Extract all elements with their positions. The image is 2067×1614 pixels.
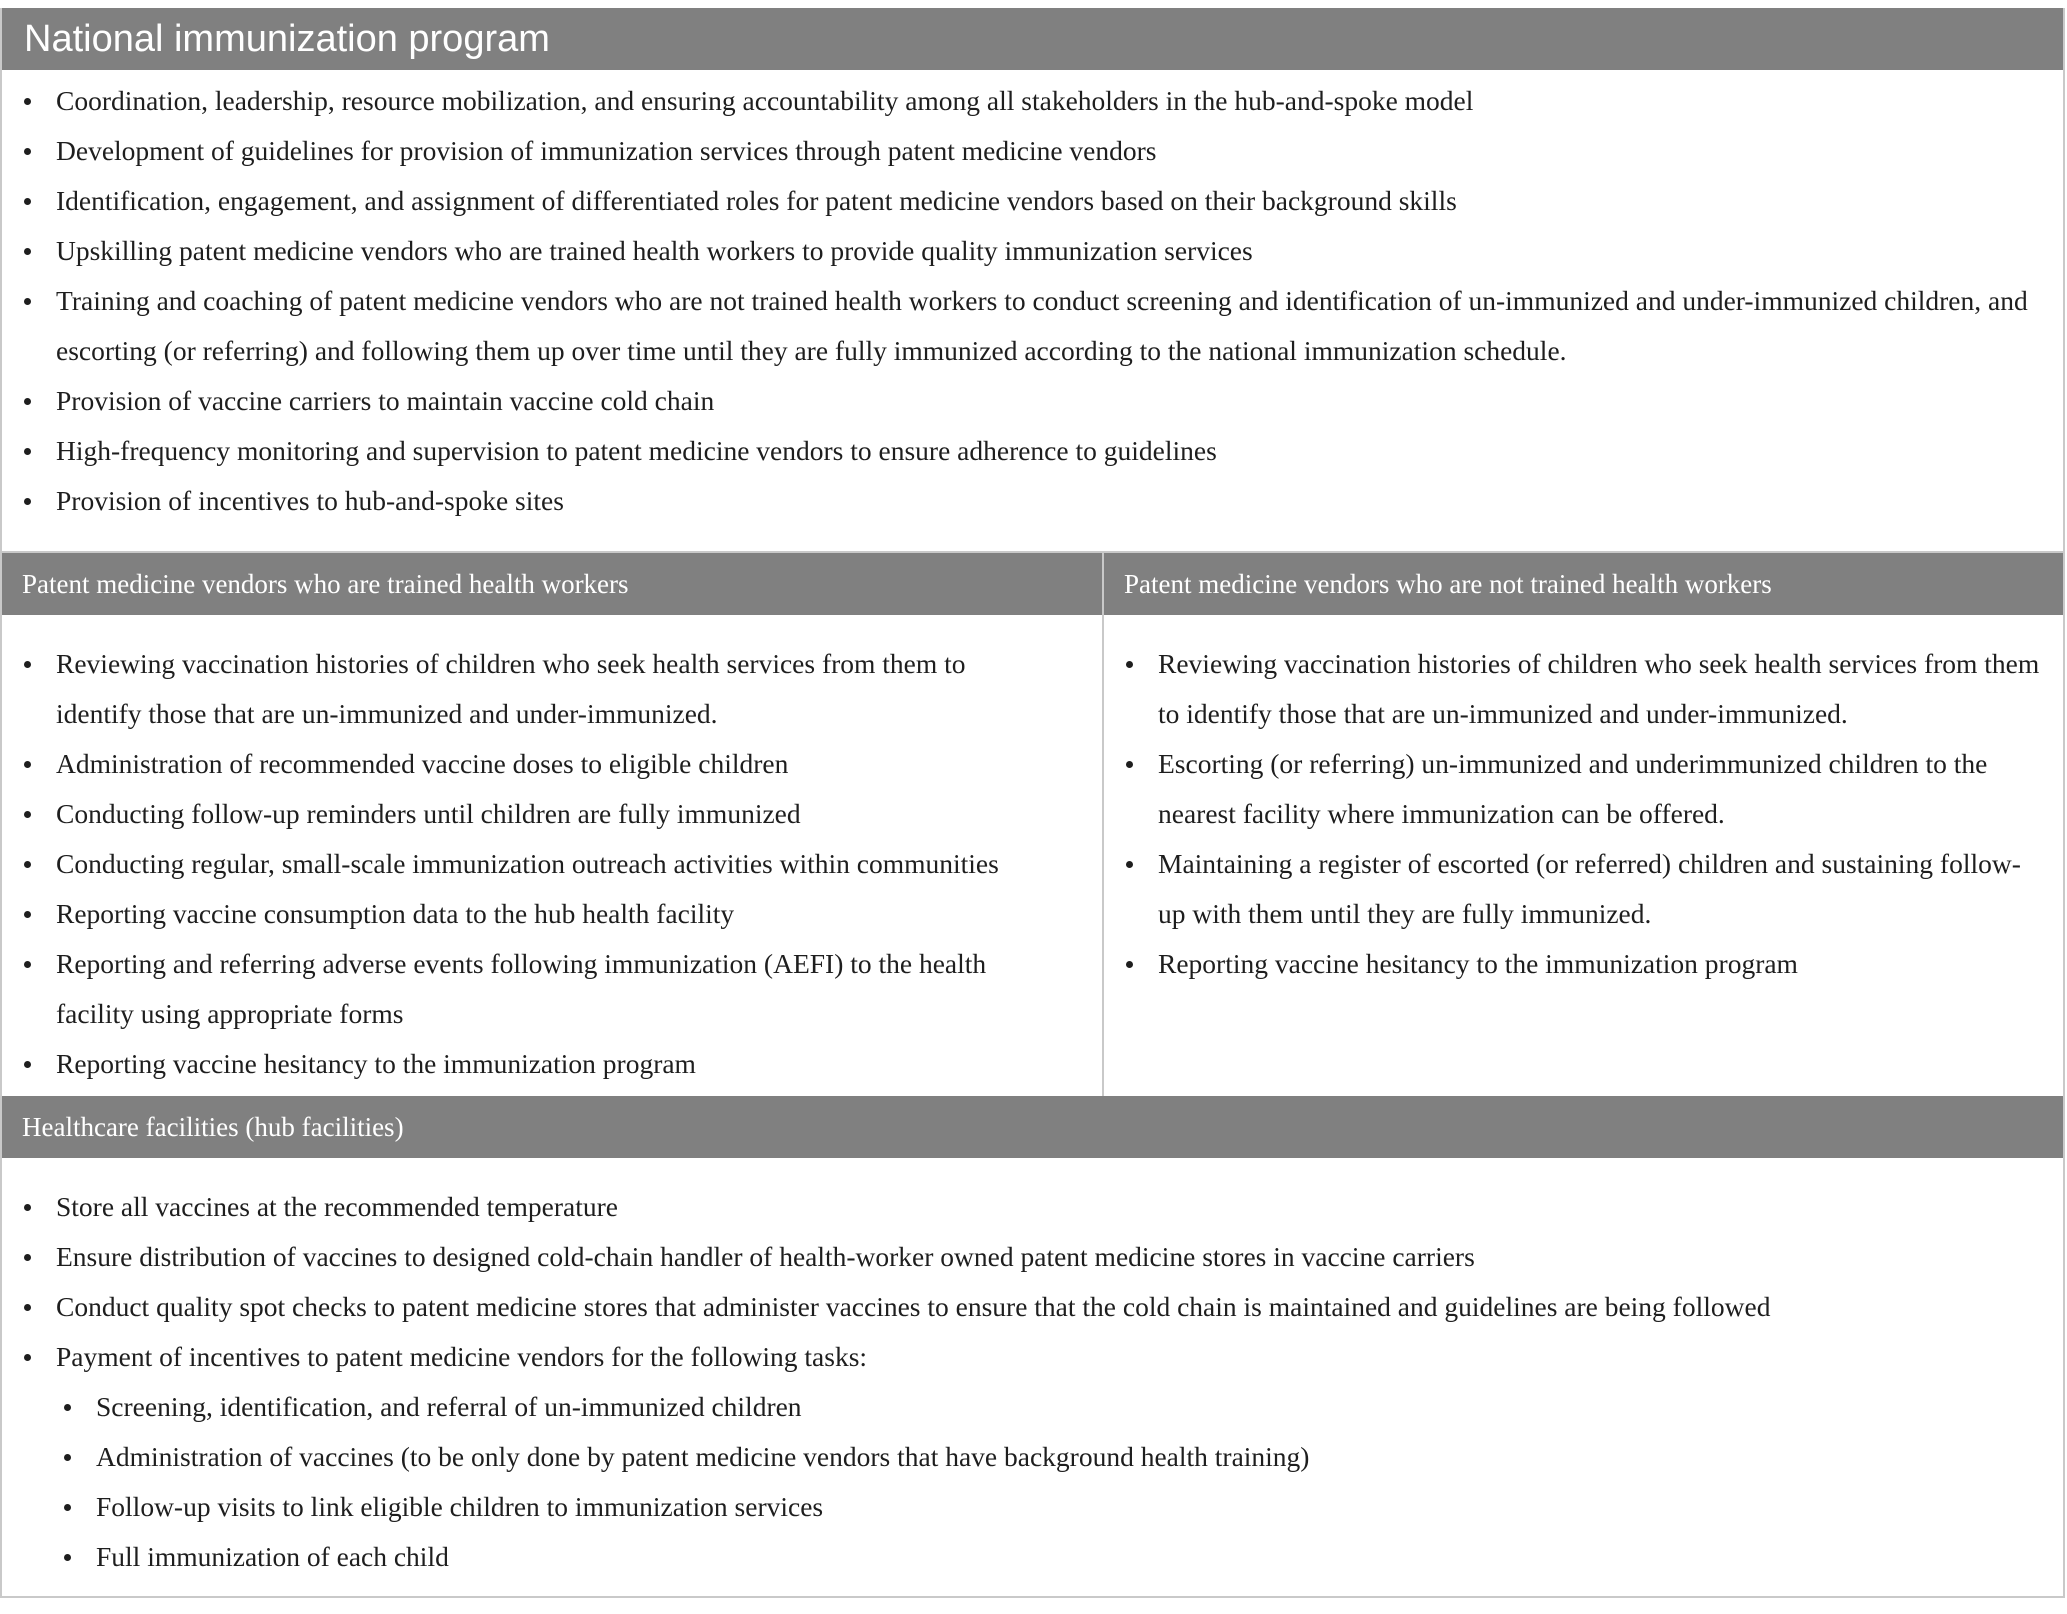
- roles-table: [0, 8, 2065, 1598]
- not-trained-vendors-column: [1104, 553, 2063, 1096]
- list-item: Reviewing vaccination histories of children who seek health services from them to identify those that are un-immunized and under-immunized.: [1104, 639, 2063, 739]
- sub-list-item: Follow-up visits to link eligible children to immunization services: [2, 1482, 2063, 1532]
- national-program-section: [2, 70, 2063, 551]
- list-item: Provision of vaccine carriers to maintain vaccine cold chain: [2, 376, 2063, 426]
- not-trained-vendors-list: [1104, 639, 2063, 989]
- not-trained-vendors-header: Patent medicine vendors who are not trained health workers: [1104, 553, 2063, 615]
- facilities-list: [2, 1182, 2063, 1582]
- trained-vendors-column: [2, 553, 1104, 1096]
- list-item: Conduct quality spot checks to patent medicine stores that administer vaccines to ensure that the cold chain is maintained and guidelines are being followed: [2, 1282, 2063, 1332]
- facilities-section: [2, 1096, 2063, 1596]
- list-item: Payment of incentives to patent medicine vendors for the following tasks:: [2, 1332, 2063, 1382]
- list-item: Reviewing vaccination histories of children who seek health services from them to identify those that are un-immunized and under-immunized.: [2, 639, 1102, 739]
- list-item: Conducting follow-up reminders until children are fully immunized: [2, 789, 1102, 839]
- list-item: Identification, engagement, and assignment of differentiated roles for patent medicine vendors based on their background skills: [2, 176, 2063, 226]
- list-item: Reporting vaccine hesitancy to the immunization program: [1104, 939, 2063, 989]
- list-item: High-frequency monitoring and supervision to patent medicine vendors to ensure adherence to guidelines: [2, 426, 2063, 476]
- facilities-header: Healthcare facilities (hub facilities): [2, 1096, 2063, 1158]
- list-item: Administration of recommended vaccine doses to eligible children: [2, 739, 1102, 789]
- trained-vendors-list: [2, 639, 1102, 1089]
- list-item: Reporting vaccine hesitancy to the immunization program: [2, 1039, 1102, 1089]
- list-item: Provision of incentives to hub-and-spoke sites: [2, 476, 2063, 526]
- table-title: National immunization program: [2, 8, 2063, 70]
- list-item: Maintaining a register of escorted (or referred) children and sustaining follow-up with them until they are fully immunized.: [1104, 839, 2063, 939]
- list-item: Reporting vaccine consumption data to the hub health facility: [2, 889, 1102, 939]
- sub-list-item: Administration of vaccines (to be only done by patent medicine vendors that have background health training): [2, 1432, 2063, 1482]
- sub-list-item: Full immunization of each child: [2, 1532, 2063, 1582]
- list-item: Escorting (or referring) un-immunized and underimmunized children to the nearest facility where immunization can be offered.: [1104, 739, 2063, 839]
- list-item: Training and coaching of patent medicine vendors who are not trained health workers to conduct screening and identification of un-immunized and under-immunized children, and escorting (or referring) and following them up over time until they are fully immunized according to the national immunization schedule.: [2, 276, 2063, 376]
- national-program-list: [2, 76, 2063, 526]
- sub-list-item: Screening, identification, and referral of un-immunized children: [2, 1382, 2063, 1432]
- list-item: Store all vaccines at the recommended temperature: [2, 1182, 2063, 1232]
- vendors-section: [2, 551, 2063, 1096]
- list-item: Coordination, leadership, resource mobilization, and ensuring accountability among all stakeholders in the hub-and-spoke model: [2, 76, 2063, 126]
- list-item: Development of guidelines for provision of immunization services through patent medicine vendors: [2, 126, 2063, 176]
- list-item: Upskilling patent medicine vendors who are trained health workers to provide quality immunization services: [2, 226, 2063, 276]
- list-item: Reporting and referring adverse events following immunization (AEFI) to the health facility using appropriate forms: [2, 939, 1102, 1039]
- list-item: Conducting regular, small-scale immunization outreach activities within communities: [2, 839, 1102, 889]
- trained-vendors-header: Patent medicine vendors who are trained health workers: [2, 553, 1102, 615]
- list-item: Ensure distribution of vaccines to designed cold-chain handler of health-worker owned patent medicine stores in vaccine carriers: [2, 1232, 2063, 1282]
